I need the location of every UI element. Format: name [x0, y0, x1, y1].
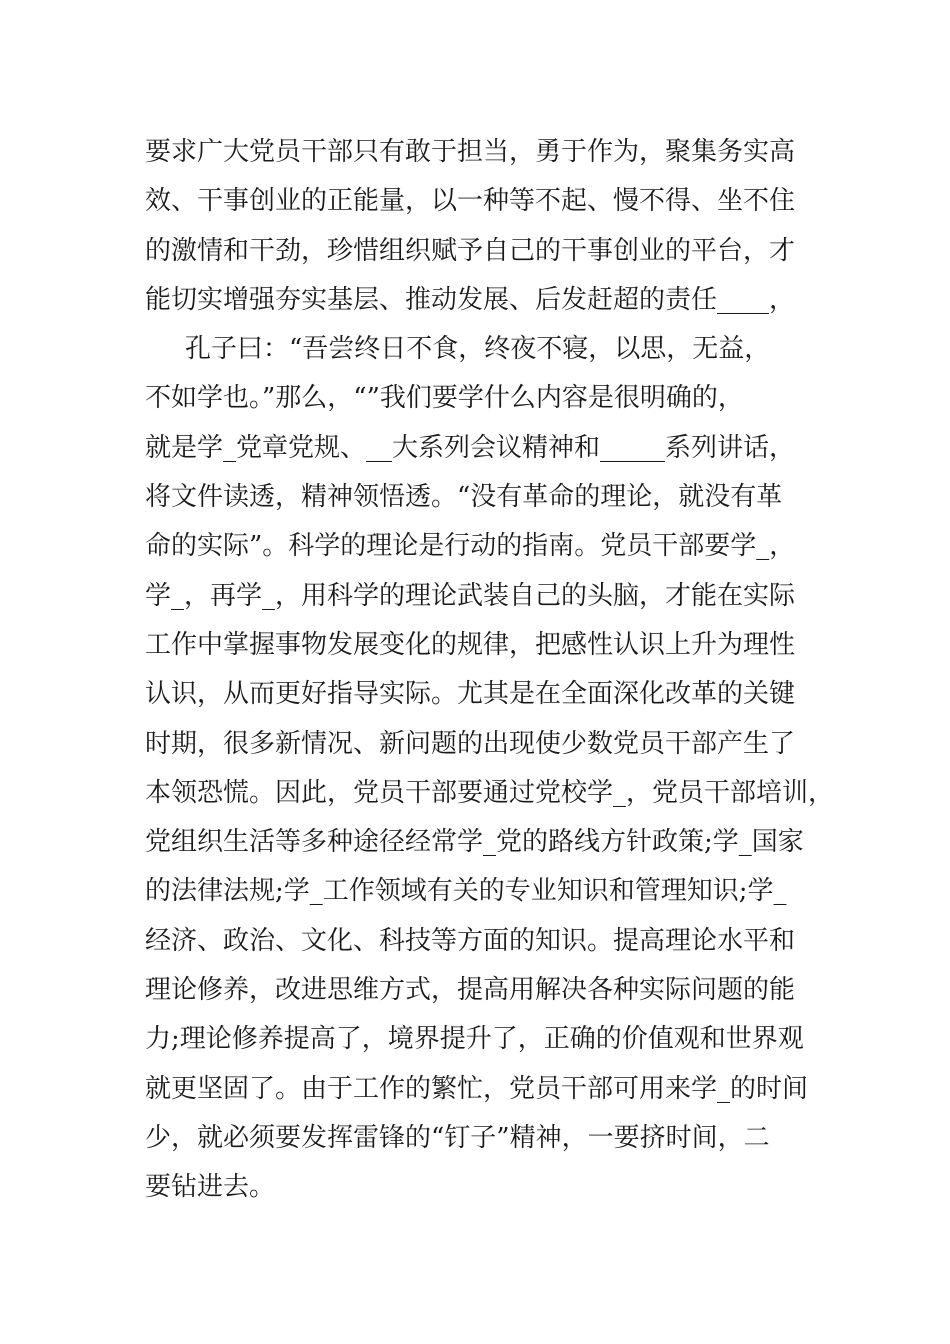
body-text — [145, 128, 845, 1213]
text-line: 效、干事创业的正能量，以一种等不起、慢不得、坐不住 — [145, 186, 796, 217]
text-line: 时期，很多新情况、新问题的出现使少数党员干部产生了 — [145, 728, 796, 759]
text-line: 就更坚固了。由于工作的繁忙，党员干部可用来学_的时间 — [145, 1073, 809, 1104]
paragraph-first-line: 孔子曰：“吾尝终日不食，终夜不寝，以思，无益， — [185, 334, 771, 365]
text-line: 的激情和干劲，珍惜组织赋予自己的干事创业的平台，才 — [145, 235, 796, 266]
text-line: 命的实际”。科学的理论是行动的指南。党员干部要学_， — [145, 531, 796, 562]
text-line: 本领恐慌。因此，党员干部要通过党校学_，党员干部培训， — [145, 777, 835, 808]
text-line: 将文件读透，精神领悟透。“没有革命的理论，就没有革 — [145, 482, 783, 513]
text-line: 能切实增强夯实基层、推动发展、后发赶超的责任____， — [145, 284, 796, 315]
text-line: 党组织生活等多种途径经常学_党的路线方针政策;学_国家 — [145, 827, 804, 858]
text-line: 不如学也。”那么，“”我们要学什么内容是很明确的， — [145, 383, 744, 414]
text-line: 力;理论修养提高了，境界提升了，正确的价值观和世界观 — [145, 1024, 804, 1055]
text-line: 经济、政治、文化、科技等方面的知识。提高理论水平和 — [145, 925, 796, 956]
text-line: 的法律法规;学_工作领域有关的专业知识和管理知识;学_ — [145, 876, 787, 907]
text-line: 工作中掌握事物发展变化的规律，把感性认识上升为理性 — [145, 629, 796, 660]
text-line: 要求广大党员干部只有敢于担当，勇于作为，聚集务实高 — [145, 137, 796, 167]
text-line: 少，就必须要发挥雷锋的“钉子”精神，一要挤时间，二 — [145, 1122, 770, 1153]
text-line: 理论修养，改进思维方式，提高用解决各种实际问题的能 — [145, 975, 796, 1006]
text-line: 要钻进去。 — [145, 1172, 276, 1203]
text-line: 认识，从而更好指导实际。尤其是在全面深化改革的关键 — [145, 679, 796, 710]
text-line: 就是学_党章党规、__大系列会议精神和_____系列讲话， — [145, 432, 796, 463]
text-line: 学_，再学_，用科学的理论武装自己的头脑，才能在实际 — [145, 580, 796, 611]
